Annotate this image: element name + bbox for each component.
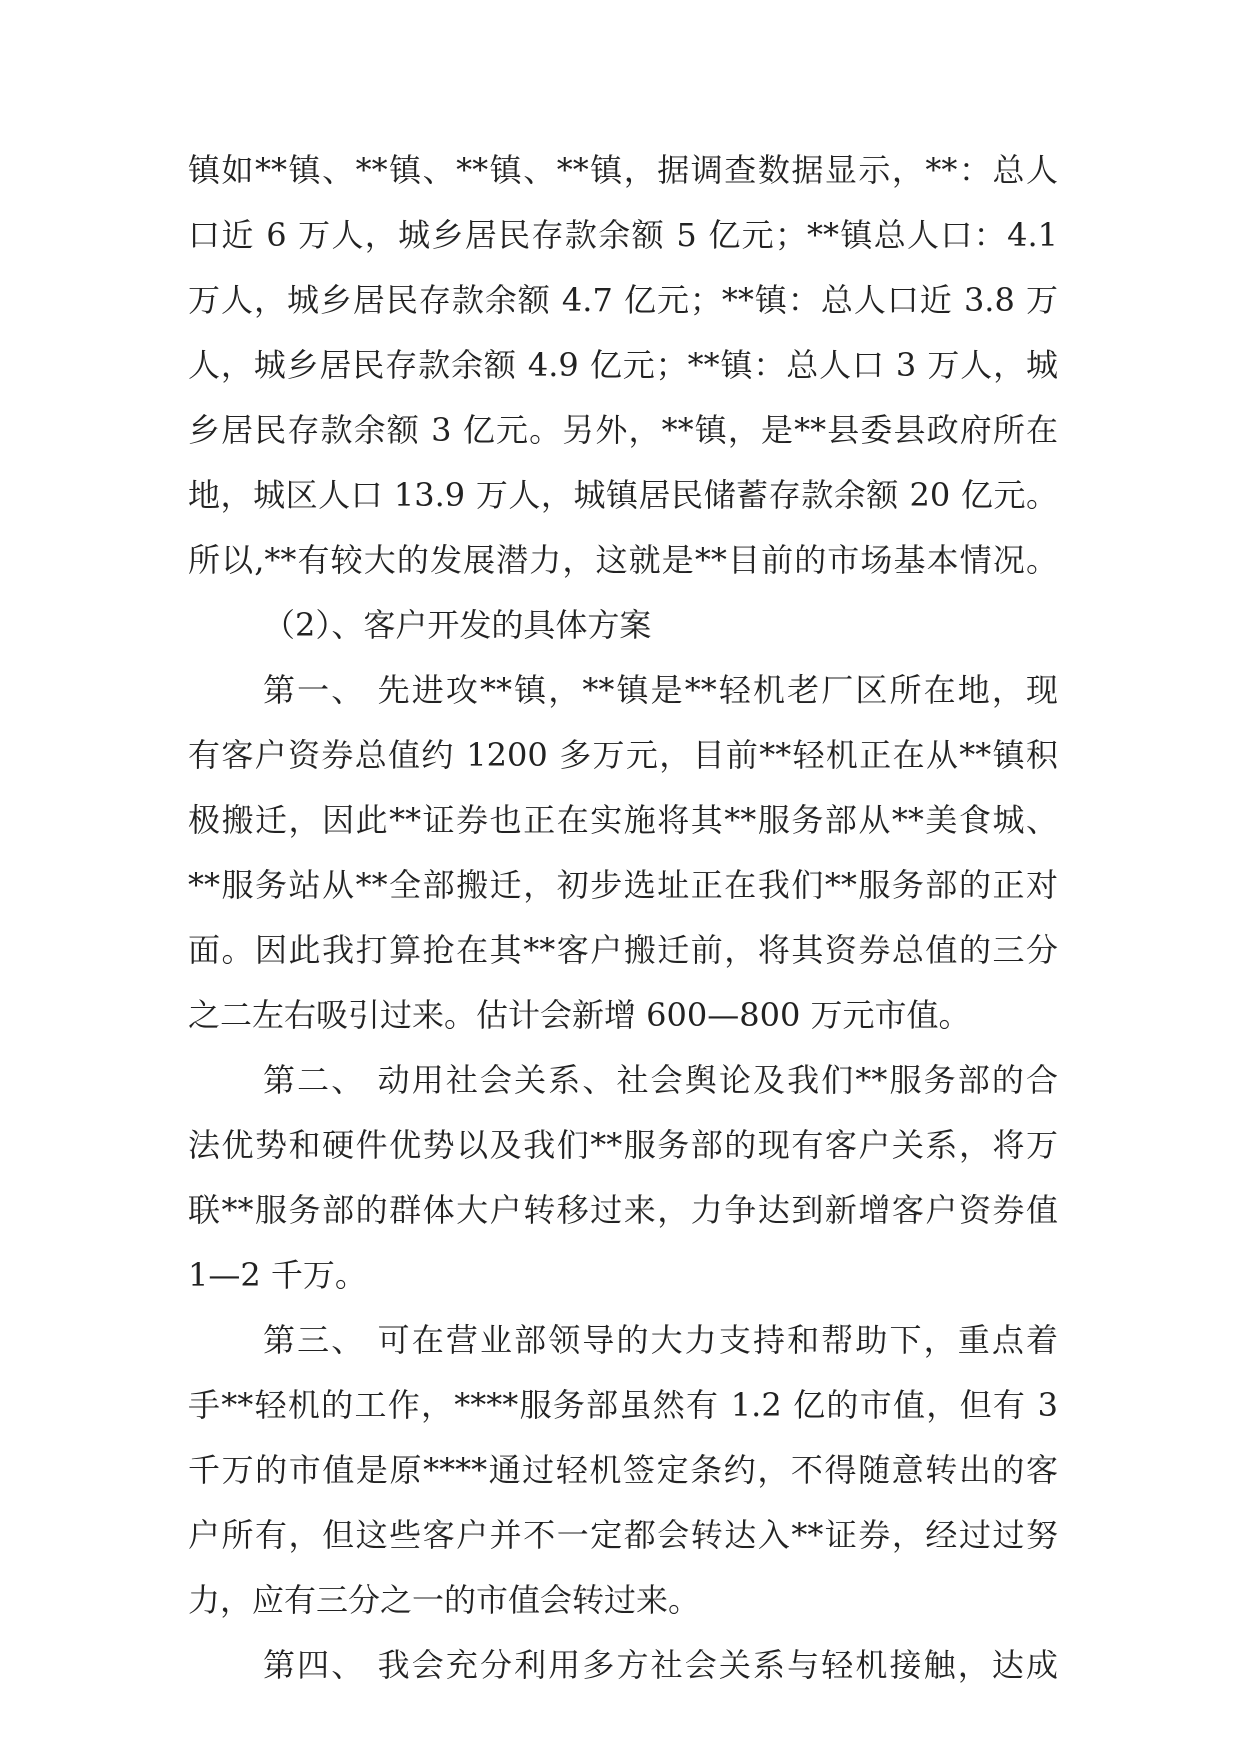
body-line: 人，城乡居民存款余额 4.9 亿元；**镇：总人口 3 万人，城 <box>188 346 1058 384</box>
paragraph-last-line: 1—2 千万。 <box>188 1256 367 1294</box>
body-line: **服务站从**全部搬迁，初步选址正在我们**服务部的正对 <box>188 866 1058 904</box>
body-line: 手**轻机的工作，****服务部虽然有 1.2 亿的市值，但有 3 <box>188 1386 1058 1424</box>
paragraph-first-line: 第三、 可在营业部领导的大力支持和帮助下，重点着 <box>263 1321 1058 1359</box>
body-line: 口近 6 万人，城乡居民存款余额 5 亿元；**镇总人口：4.1 <box>188 216 1058 254</box>
body-line: 有客户资券总值约 1200 多万元，目前**轻机正在从**镇积 <box>188 736 1058 774</box>
body-line: 万人，城乡居民存款余额 4.7 亿元；**镇：总人口近 3.8 万 <box>188 281 1058 319</box>
paragraph-last-line: 之二左右吸引过来。估计会新增 600—800 万元市值。 <box>188 996 971 1034</box>
body-line: 面。因此我打算抢在其**客户搬迁前，将其资券总值的三分 <box>188 931 1058 969</box>
paragraph-first-line: 第二、 动用社会关系、社会舆论及我们**服务部的合 <box>263 1061 1058 1099</box>
body-line: 地，城区人口 13.9 万人，城镇居民储蓄存款余额 20 亿元。 <box>188 476 1058 514</box>
body-line: 所以,**有较大的发展潜力，这就是**目前的市场基本情况。 <box>188 541 1058 579</box>
paragraph-first-line: 第四、 我会充分利用多方社会关系与轻机接触，达成 <box>263 1646 1058 1684</box>
section-heading: （2）、客户开发的具体方案 <box>263 606 652 644</box>
body-line: 千万的市值是原****通过轻机签定条约，不得随意转出的客 <box>188 1451 1058 1489</box>
paragraph-first-line: 第一、 先进攻**镇，**镇是**轻机老厂区所在地，现 <box>263 671 1058 709</box>
body-line: 联**服务部的群体大户转移过来，力争达到新增客户资券值 <box>188 1191 1058 1229</box>
body-line: 镇如**镇、**镇、**镇、**镇，据调查数据显示，**：总人 <box>188 151 1058 189</box>
paragraph-last-line: 力，应有三分之一的市值会转过来。 <box>188 1581 701 1619</box>
document-page <box>188 138 1058 1698</box>
body-line: 法优势和硬件优势以及我们**服务部的现有客户关系，将万 <box>188 1126 1058 1164</box>
body-line: 极搬迁，因此**证券也正在实施将其**服务部从**美食城、 <box>188 801 1058 839</box>
body-line: 乡居民存款余额 3 亿元。另外，**镇，是**县委县政府所在 <box>188 411 1058 449</box>
body-line: 户所有，但这些客户并不一定都会转达入**证券，经过过努 <box>188 1516 1058 1554</box>
